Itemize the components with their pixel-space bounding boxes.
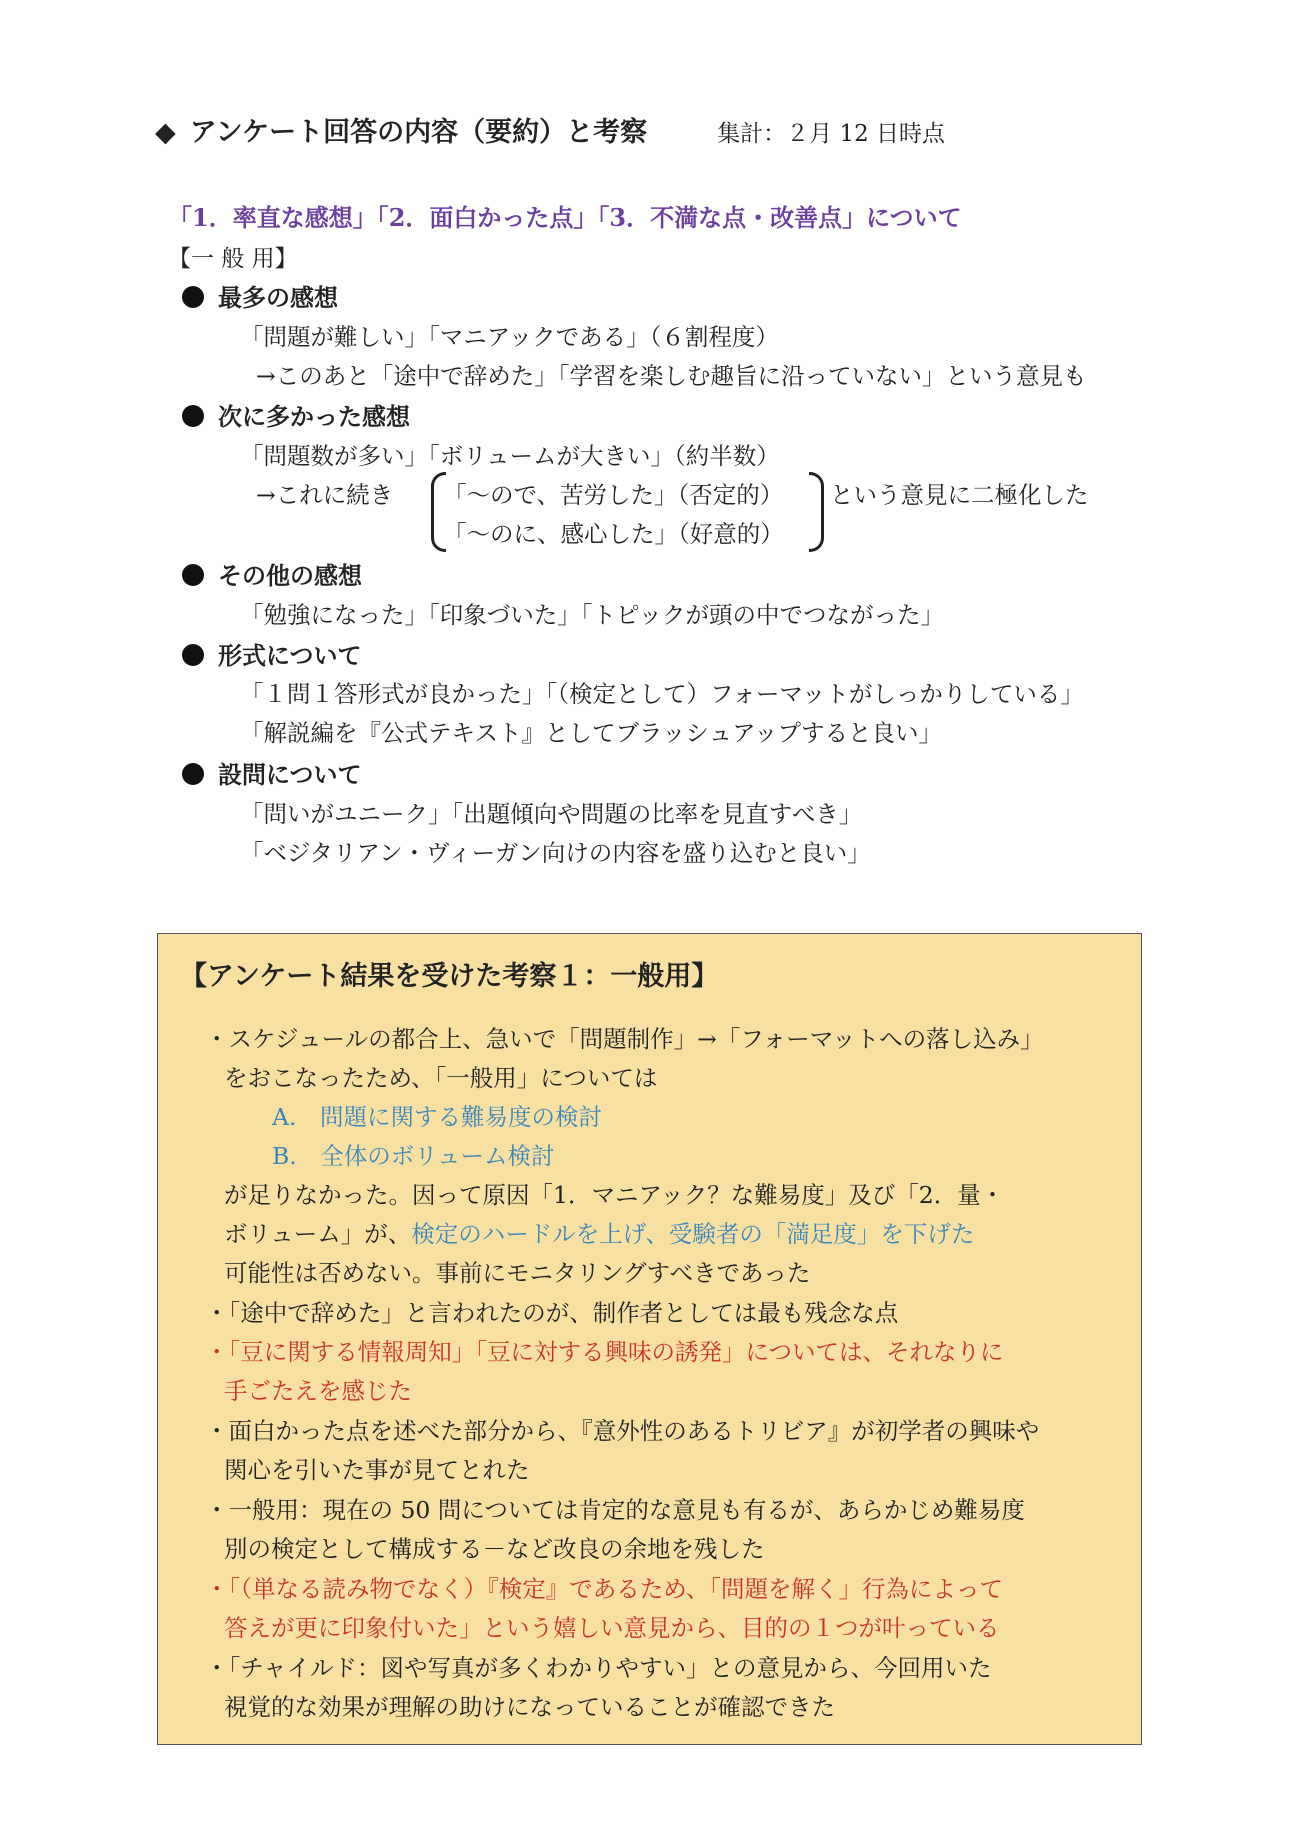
text-line: 「１問１答形式が良かった」「（検定として）フォーマットがしっかりしている」 [240, 680, 1084, 708]
page-title [155, 110, 945, 149]
box-line: ・一般用：現在の 50 問については肯定的な意見も有るが、あらかじめ難易度 [205, 1496, 1025, 1524]
box-line: 可能性は否めない。事前にモニタリングすべきであった [224, 1259, 811, 1287]
box-line: ・「チャイルド：図や写真が多くわかりやすい」との意見から、今回用いた [205, 1654, 992, 1682]
box-title: 【アンケート結果を受けた考察１：一般用】 [180, 961, 719, 992]
highlight-blue: 検定のハードルを上げ、受験者の「満足度」を下げた [411, 1220, 975, 1248]
box-line: ・「途中で辞めた」と言われたのが、制作者としては最も残念な点 [205, 1299, 899, 1327]
box-line: 視覚的な効果が理解の助けになっていることが確認できた [224, 1693, 835, 1721]
box-line: ・面白かった点を述べた部分から、『意外性のあるトリビア』が初学者の興味や [205, 1417, 1040, 1445]
text-line: 「ベジタリアン・ヴィーガン向けの内容を盛り込むと良い」 [240, 839, 871, 867]
box-line-red: 答えが更に印象付いた」という嬉しい意見から、目的の１つが叶っている [224, 1614, 1000, 1642]
text-line: 「問題が難しい」「マニアックである」（６割程度） [240, 323, 779, 351]
box-line-option-b: B. 全体のボリューム検討 [272, 1142, 555, 1170]
bullet-heading-questions: 設問について [182, 755, 362, 790]
bullet-icon [182, 564, 204, 586]
tail-text: という意見に二極化した [830, 481, 1089, 509]
diamond-icon: ◆ [155, 117, 176, 148]
box-line: が足りなかった。因って原因「1．マニアック？な難易度」及び「2．量・ [224, 1181, 1005, 1209]
text-line: 「解説編を『公式テキスト』としてブラッシュアップすると良い」 [240, 719, 942, 747]
bullet-heading-other: その他の感想 [182, 556, 362, 591]
title-text: アンケート回答の内容（要約）と考察 [189, 117, 648, 148]
category-label: 【一 般 用】 [168, 246, 298, 272]
bullet-icon [182, 763, 204, 785]
bullet-icon [182, 405, 204, 427]
box-line: 別の検定として構成する－など改良の余地を残した [224, 1535, 765, 1563]
text-line: 「勉強になった」「印象づいた」「トピックが頭の中でつながった」 [240, 601, 945, 629]
lead-text: →これに続き [256, 481, 394, 509]
text-line: →このあと「途中で辞めた」「学習を楽しむ趣旨に沿っていない」という意見も [256, 362, 1087, 390]
box-line-red: ・「（単なる読み物でなく）『検定』であるため、「問題を解く」行為によって [205, 1575, 1004, 1603]
box-line-red: 手ごたえを感じた [224, 1377, 412, 1405]
bullet-heading-format: 形式について [182, 636, 362, 671]
bracket-item: 「～ので、苦労した」（否定的） [443, 481, 784, 509]
section-heading: 「1．率直な感想」「2．面白かった点」「3．不満な点・改善点」について [168, 203, 962, 232]
box-line: をおこなったため、「一般用」については [224, 1064, 658, 1092]
bracket-item: 「～のに、感心した」（好意的） [443, 520, 784, 548]
box-line: 関心を引いた事が見てとれた [224, 1456, 530, 1484]
box-line-option-a: A. 問題に関する難易度の検討 [272, 1103, 602, 1131]
bullet-icon [182, 286, 204, 308]
box-line: ・スケジュールの都合上、急いで「問題制作」→「フォーマットへの落し込み」 [205, 1025, 1044, 1053]
box-line: ボリューム」が、検定のハードルを上げ、受験者の「満足度」を下げた [224, 1220, 975, 1248]
text-line: 「問題数が多い」「ボリュームが大きい」（約半数） [240, 442, 780, 470]
tally-date: 集計：２月 12 日時点 [717, 121, 946, 147]
bullet-icon [182, 644, 204, 666]
bullet-heading-next: 次に多かった感想 [182, 397, 410, 432]
right-bracket [809, 472, 824, 552]
bullet-heading-most: 最多の感想 [182, 278, 338, 313]
box-line-red: ・「豆に関する情報周知」「豆に対する興味の誘発」については、それなりに [205, 1338, 1004, 1366]
text-line: 「問いがユニーク」「出題傾向や問題の比率を見直すべき」 [240, 800, 863, 828]
